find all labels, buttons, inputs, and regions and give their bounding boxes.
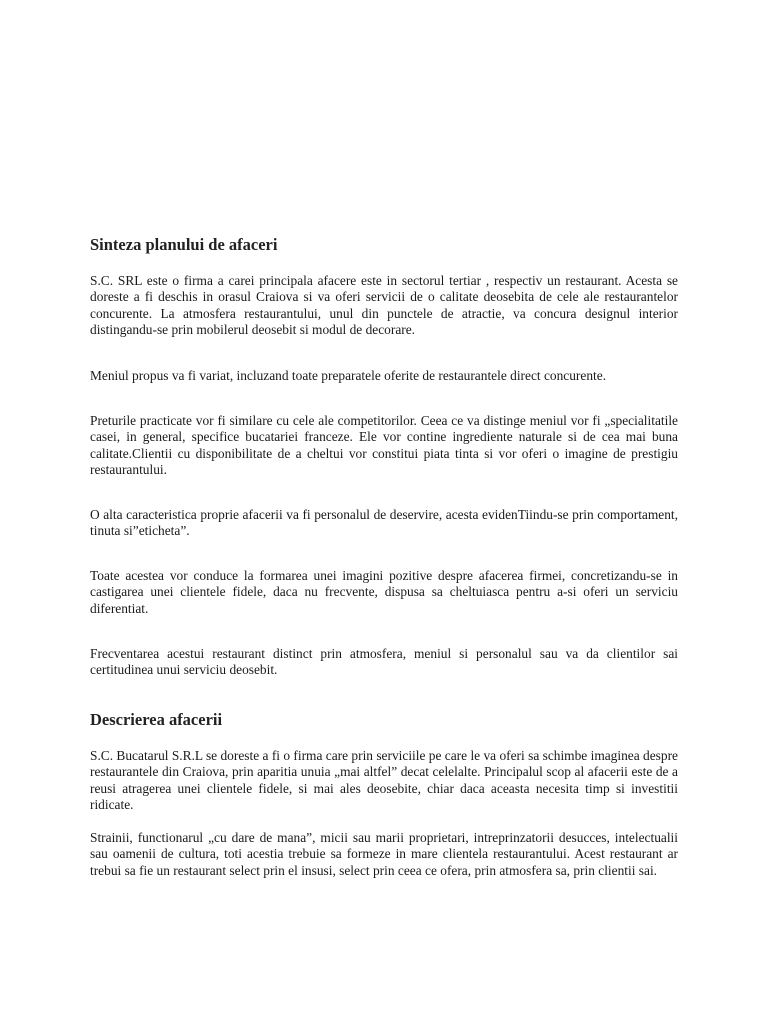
section-heading-descrierea: Descrierea afacerii [90, 710, 223, 729]
paragraph: Preturile practicate vor fi similare cu cele ale competitorilor. Ceea ce va distinge meniul vor fi „specialitatile casei, in general, specifice bucatariei franceze. Ele vor contine ingrediente naturale si de cea mai buna calitate.Clientii cu disponibilitate de a cheltui vor constitui piata tinta si vor oferi o imagine de prestigiu restaurantului. [90, 413, 678, 478]
paragraph: S.C. Bucatarul S.R.L se doreste a fi o firma care prin serviciile pe care le va oferi sa schimbe imaginea despre restaurantele din Craiova, prin aparitia unuia „mai altfel” decat celelalte. Principalul scop al afacerii este de a reusi atragerea unei clientele fidele, si mai ales deosebite, chiar daca aceasta necesita timp si investitii ridicate. [90, 748, 678, 813]
paragraph: Toate acestea vor conduce la formarea unei imagini pozitive despre afacerea firmei, concretizandu-se in castigarea unei clientele fidele, daca nu frecvente, dispusa sa cheltuiasca pentru a-si oferi un serviciu diferentiat. [90, 568, 678, 616]
section-heading-sinteza: Sinteza planului de afaceri [90, 235, 278, 254]
paragraph: O alta caracteristica proprie afacerii va fi personalul de deservire, acesta evidenTiindu-se prin comportament, tinuta si”eticheta”. [90, 507, 678, 539]
paragraph: Strainii, functionarul „cu dare de mana”, micii sau marii proprietari, intreprinzatorii desucces, intelectualii sau oamenii de cultura, toti acestia trebuie sa formeze in mare clientela restaurantului. Acest restaurant ar trebui sa fie un restaurant select prin el insusi, select prin ceea ce ofera, prin atmosfera sa, prin clientii sai. [90, 830, 678, 878]
paragraph: S.C. SRL este o firma a carei principala afacere este in sectorul tertiar , respectiv un restaurant. Acesta se doreste a fi deschis in orasul Craiova si va oferi servicii de o calitate deosebita de cele ale restaurantelor concurente. La atmosfera restaurantului, unul din punctele de atractie, va concura designul interior distingandu-se prin mobilerul deosebit si modul de decorare. [90, 273, 678, 338]
paragraph: Frecventarea acestui restaurant distinct prin atmosfera, meniul si personalul sau va da clientilor sai certitudinea unui serviciu deosebit. [90, 646, 678, 678]
paragraph: Meniul propus va fi variat, incluzand toate preparatele oferite de restaurantele direct concurente. [90, 368, 607, 383]
